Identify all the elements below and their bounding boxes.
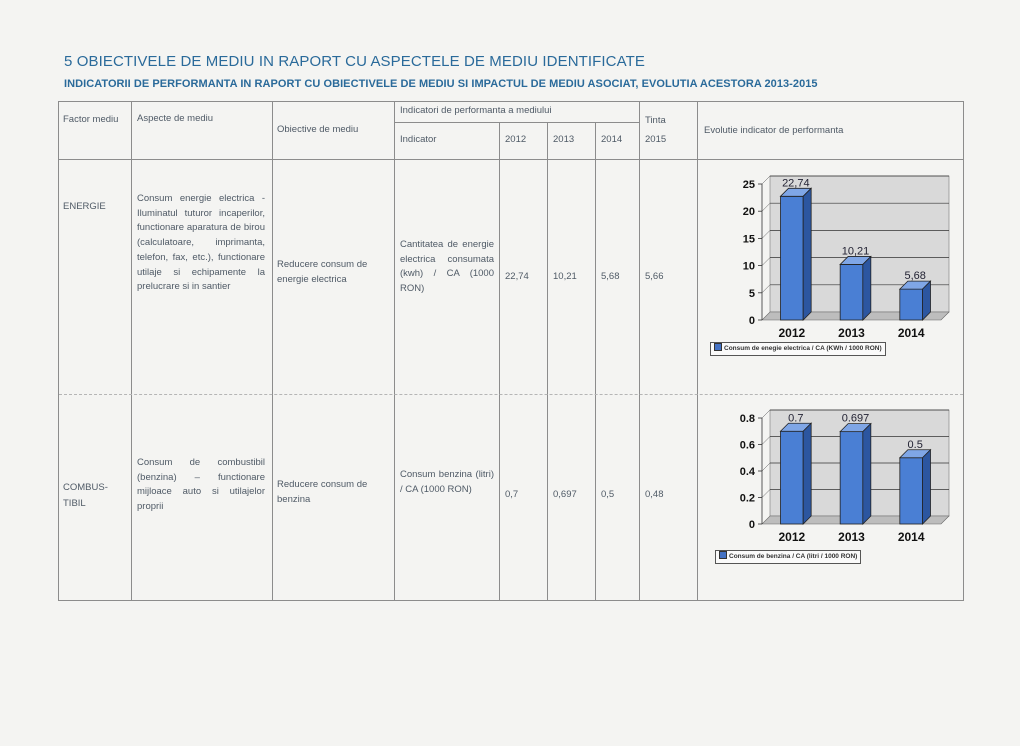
y-tick-label: 0.2	[739, 492, 755, 505]
row-combustibil-aspect: Consum de combustibil (benzina) – functionare mijloace auto si utilajelor proprii	[137, 457, 265, 513]
row-energie-aspect: Consum energie electrica - Iluminatul tuturor incaperilor, functionare aparatura de birou (calculatoare, imprimanta, telefon, fax, etc.), functionare utilaje si echipamente la prelucrare si in santier	[137, 193, 265, 293]
row-energie-2013: 10,21	[553, 271, 577, 282]
legend-text: Consum de benzina / CA (litri / 1000 RON)	[729, 553, 858, 560]
gridline-side	[762, 437, 770, 445]
header-tinta-year: 2015	[645, 134, 667, 145]
gridline-side	[762, 285, 770, 293]
row-combustibil-tinta: 0,48	[645, 489, 664, 500]
y-tick-label: 20	[742, 206, 755, 219]
y-tick-label: 5	[748, 287, 755, 300]
header-indicator: Indicator	[400, 134, 437, 145]
row-combustibil-2012: 0,7	[505, 489, 519, 500]
x-tick-label: 2013	[838, 326, 865, 340]
header-aspecte: Aspecte de mediu	[137, 113, 214, 124]
bar-side	[803, 188, 811, 320]
row-combustibil-factor: COMBUS-TIBIL	[63, 482, 108, 510]
gridline-side	[762, 410, 770, 418]
x-tick-label: 2013	[838, 530, 865, 544]
row-energie-tinta: 5,66	[645, 271, 664, 282]
row-energie-2014: 5,68	[601, 271, 620, 282]
combustibil-bar-chart	[704, 406, 959, 546]
energie-bar-chart	[704, 174, 959, 342]
data-label: 0.5	[907, 438, 923, 451]
row-energie-obiectiv: Reducere consum de energie electrica	[277, 259, 368, 285]
y-tick-label: 0.8	[739, 413, 755, 425]
header-2014: 2014	[601, 134, 623, 145]
header-indicatori-group: Indicatori de performanta a mediului	[400, 105, 552, 116]
bar-side	[863, 256, 871, 320]
header-obiective: Obiective de mediu	[277, 124, 359, 135]
bar-side	[863, 424, 871, 524]
y-tick-label: 15	[742, 233, 755, 246]
gridline-side	[762, 463, 770, 471]
data-label: 22,74	[782, 177, 810, 190]
bar	[780, 196, 803, 320]
page-subtitle: INDICATORII DE PERFORMANTA IN RAPORT CU OBIECTIVELE DE MEDIU SI IMPACTUL DE MEDIU ASOCIAT, EVOLUTIA ACESTORA 2013-2015	[64, 78, 818, 90]
x-tick-label: 2012	[778, 326, 806, 340]
x-tick-label: 2014	[897, 530, 925, 544]
gridline-side	[762, 176, 770, 184]
bar	[840, 264, 863, 320]
data-label: 5,68	[904, 270, 926, 283]
data-label: 10,21	[841, 245, 870, 258]
row-combustibil-obiectiv: Reducere consum de benzina	[277, 479, 368, 505]
legend-swatch	[719, 551, 727, 559]
bar-side	[923, 450, 931, 524]
y-tick-label: 0	[748, 519, 755, 531]
row-energie-indicator: Cantitatea de energie electrica consumata (kwh) / CA (1000 RON)	[400, 239, 494, 295]
row-energie-factor: ENERGIE	[63, 201, 106, 212]
performance-table	[58, 101, 964, 601]
bar	[900, 458, 923, 524]
y-tick-label: 0.4	[739, 466, 755, 478]
gridline-side	[762, 230, 770, 238]
y-tick-label: 0	[748, 315, 755, 327]
row-energie-2012: 22,74	[505, 271, 529, 282]
header-2012: 2012	[505, 134, 527, 145]
row-combustibil-indicator: Consum benzina (litri) / CA (1000 RON)	[400, 469, 494, 495]
header-tinta: Tinta	[645, 115, 666, 126]
page-title: 5 OBIECTIVELE DE MEDIU IN RAPORT CU ASPECTELE DE MEDIU IDENTIFICATE	[64, 53, 645, 70]
energie-chart-legend	[710, 342, 886, 356]
y-tick-label: 25	[742, 179, 755, 191]
row-combustibil-2013: 0,697	[553, 489, 577, 500]
legend-text: Consum de enegie electrica / CA (KWh / 1000 RON)	[724, 345, 882, 352]
bar	[780, 431, 803, 524]
header-evolutie: Evolutie indicator de performanta	[704, 125, 844, 136]
y-tick-label: 0.6	[739, 439, 755, 452]
bar-side	[803, 423, 811, 524]
x-tick-label: 2012	[778, 530, 806, 544]
data-label: 0.697	[841, 412, 870, 425]
gridline-side	[762, 490, 770, 498]
row-combustibil-2014: 0,5	[601, 489, 615, 500]
data-label: 0.7	[788, 412, 804, 425]
gridline-side	[762, 258, 770, 266]
gridline-side	[762, 203, 770, 211]
header-2013: 2013	[553, 134, 575, 145]
combustibil-chart-legend	[715, 550, 861, 564]
y-tick-label: 10	[742, 260, 755, 273]
x-tick-label: 2014	[897, 326, 925, 340]
header-factor: Factor mediu	[63, 114, 119, 125]
bar	[900, 289, 923, 320]
bar	[840, 432, 863, 524]
legend-swatch	[714, 343, 722, 351]
